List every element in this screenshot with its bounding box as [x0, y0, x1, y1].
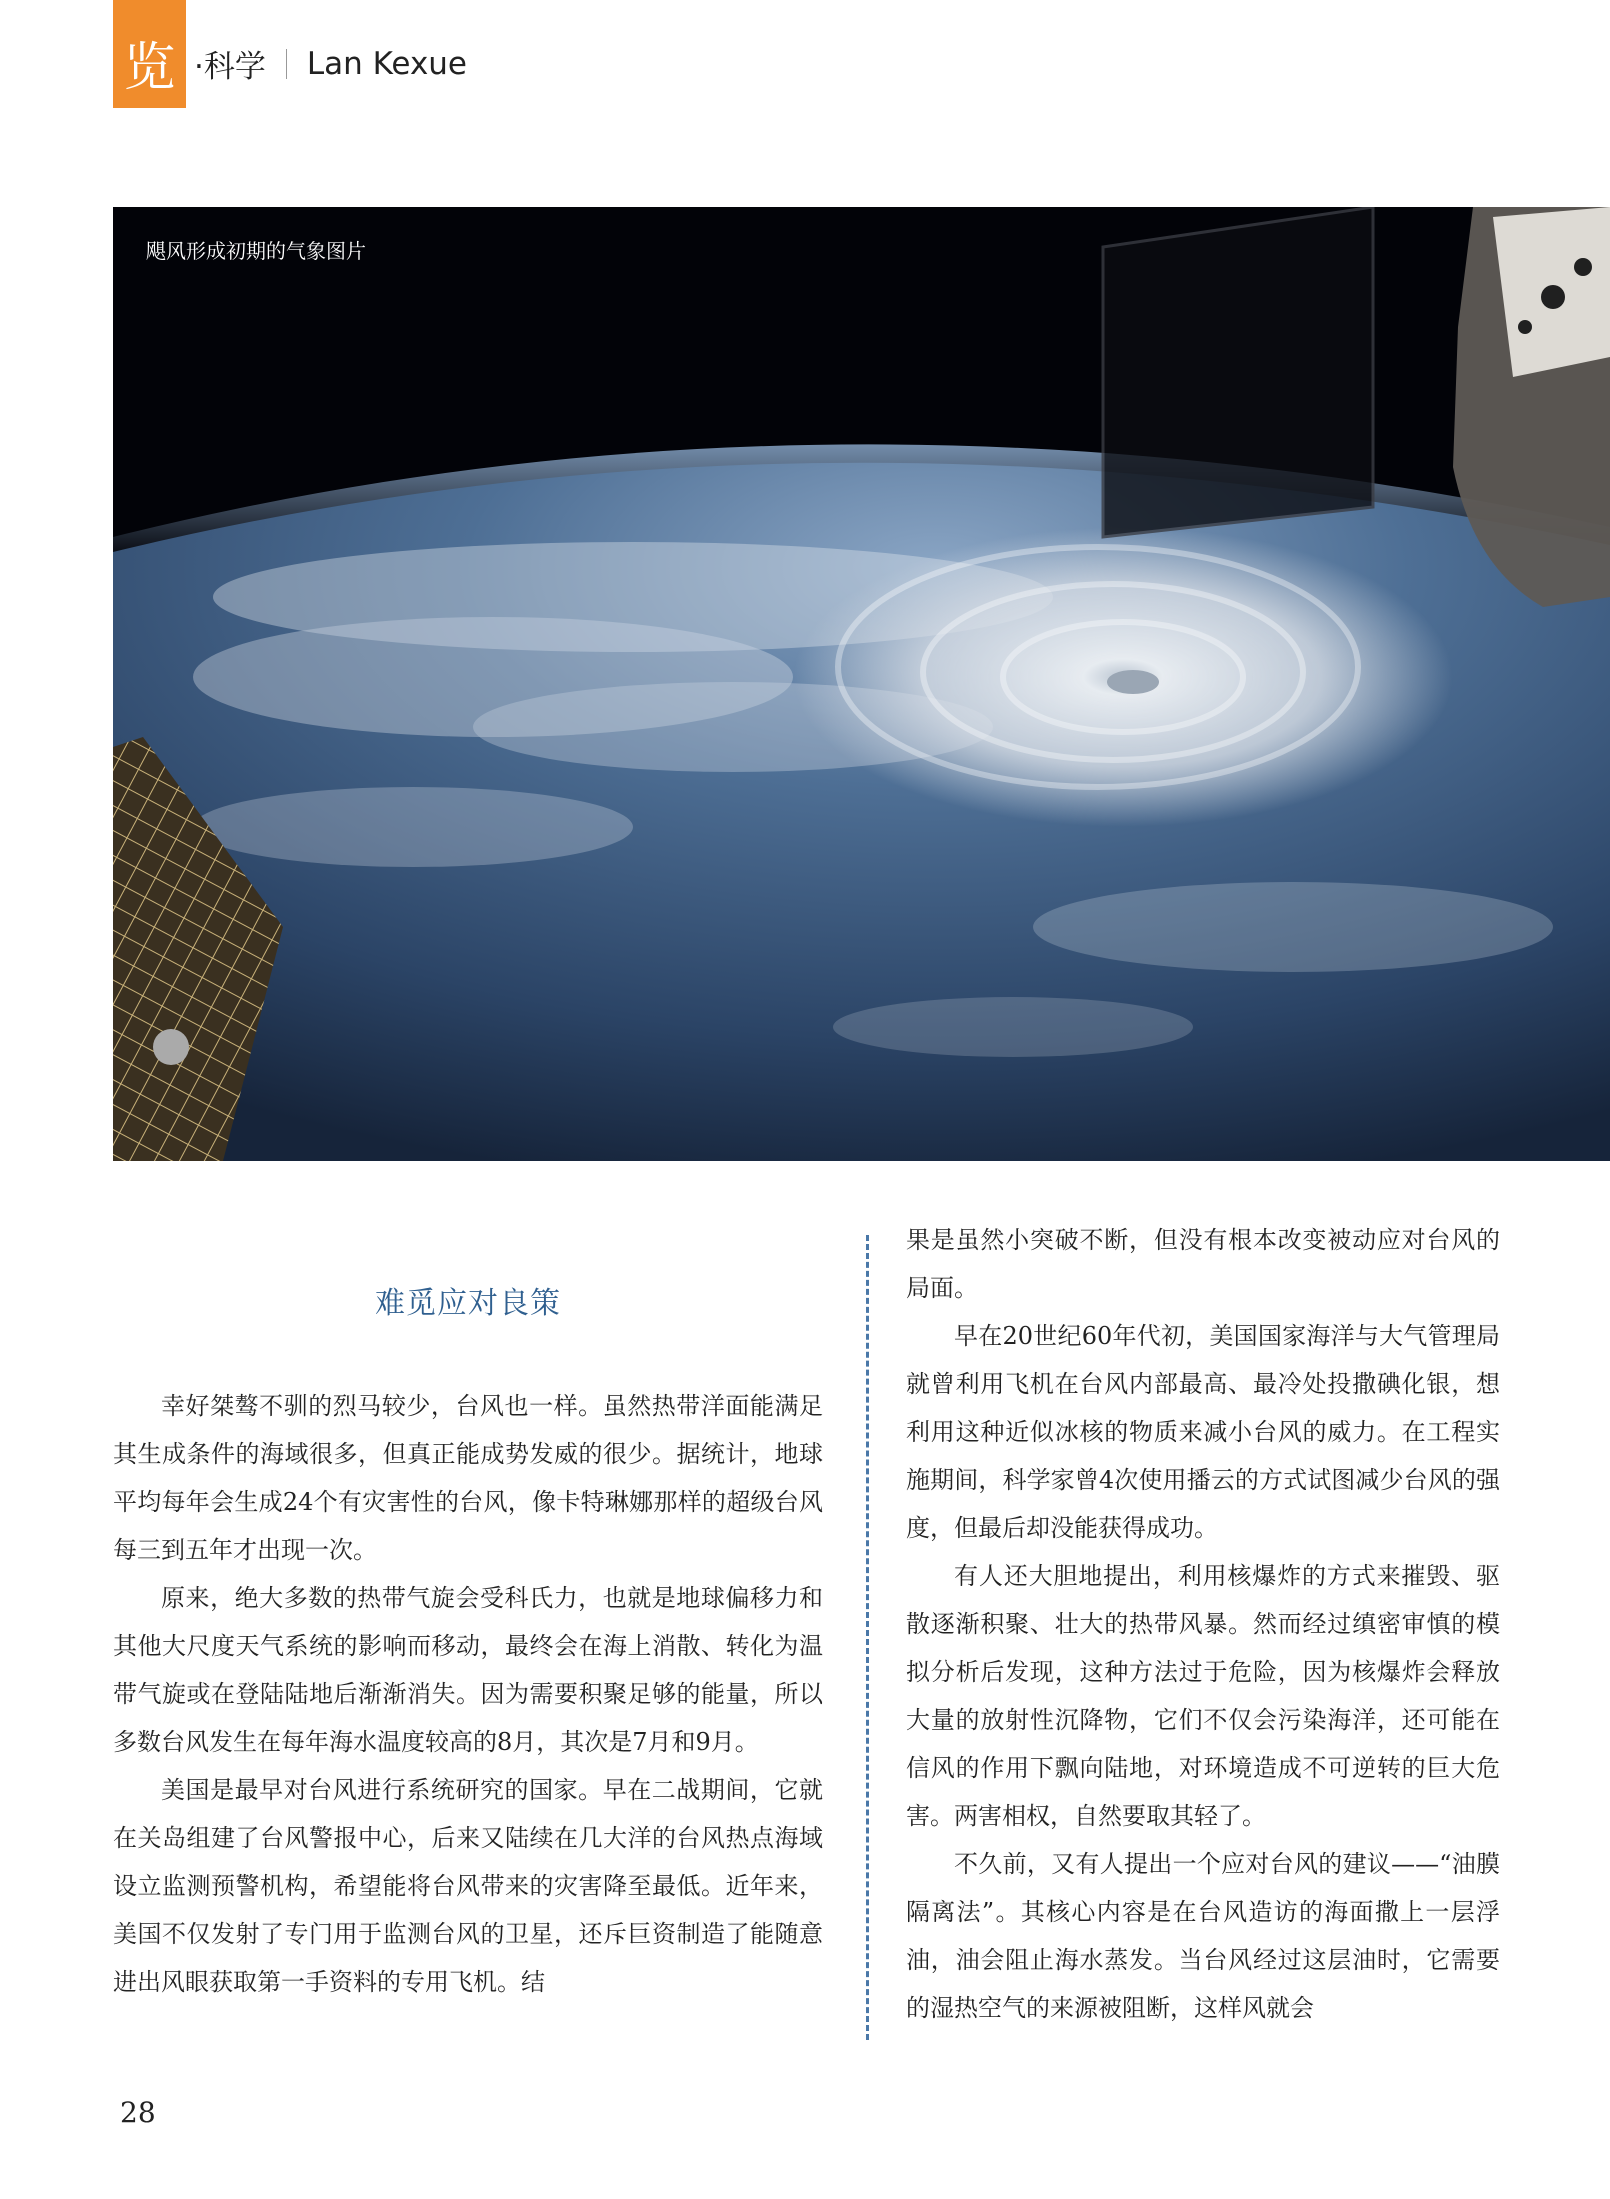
photo-caption: 飓风形成初期的气象图片	[146, 239, 366, 263]
paragraph: 原来，绝大多数的热带气旋会受科氏力，也就是地球偏移力和其他大尺度天气系统的影响而移动，最终会在海上消散、转化为温带气旋或在登陆陆地后渐渐消失。因为需要积聚足够的能量，所以多数台风发生在每年海水温度较高的8月，其次是7月和9月。	[113, 1584, 823, 1756]
page-header	[113, 0, 467, 108]
header-divider	[286, 49, 287, 79]
earth-from-orbit-illustration	[113, 207, 1610, 1161]
paragraph: 美国是最早对台风进行系统研究的国家。早在二战期间，它就在关岛组建了台风警报中心，后来又陆续在几大洋的台风热点海域设立监测预警机构，希望能将台风带来的灾害降至最低。近年来，美国不仅发射了专门用于监测台风的卫星，还斥巨资制造了能随意进出风眼获取第一手资料的专用飞机。结	[113, 1776, 823, 1996]
header-pinyin: Lan Kexue	[306, 45, 468, 82]
header-section: ·科学	[194, 49, 266, 85]
article-right-column	[906, 1216, 1500, 2032]
paragraph: 果是虽然小突破不断，但没有根本改变被动应对台风的局面。	[906, 1226, 1500, 1302]
paragraph: 早在20世纪60年代初，美国国家海洋与大气管理局就曾利用飞机在台风内部最高、最冷处投撒碘化银，想利用这种近似冰核的物质来减小台风的威力。在工程实施期间，科学家曾4次使用播云的方式试图减少台风的强度，但最后却没能获得成功。	[906, 1322, 1500, 1542]
page-number: 28	[120, 2096, 156, 2129]
paragraph: 有人还大胆地提出，利用核爆炸的方式来摧毁、驱散逐渐积聚、壮大的热带风暴。然而经过缜密审慎的模拟分析后发现，这种方法过于危险，因为核爆炸会释放大量的放射性沉降物，它们不仅会污染海洋，还可能在信风的作用下飘向陆地，对环境造成不可逆转的巨大危害。两害相权，自然要取其轻了。	[906, 1562, 1500, 1830]
header-label	[194, 41, 467, 108]
paragraph: 幸好桀骜不驯的烈马较少，台风也一样。虽然热带洋面能满足其生成条件的海域很多，但真正能成势发威的很少。据统计，地球平均每年会生成24个有灾害性的台风，像卡特琳娜那样的超级台风每三到五年才出现一次。	[113, 1392, 823, 1564]
column-logo: 览	[113, 0, 186, 108]
typhoon-photo	[113, 207, 1610, 1161]
article-left-column	[113, 1216, 823, 2006]
column-divider	[866, 1235, 869, 2040]
paragraph: 不久前，又有人提出一个应对台风的建议——“油膜隔离法”。其核心内容是在台风造访的海面撒上一层浮油，油会阻止海水蒸发。当台风经过这层油时，它需要的湿热空气的来源被阻断，这样风就会	[906, 1850, 1500, 2022]
section-title: 难觅应对良策	[375, 1286, 561, 1321]
